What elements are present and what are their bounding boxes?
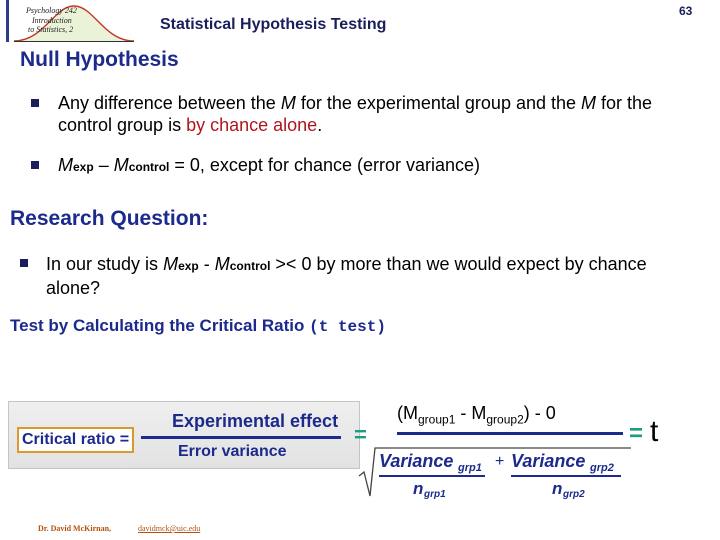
footer-author: Dr. David McKirnan, — [38, 524, 112, 533]
null-bullet-2: Mexp – Mcontrol = 0, except for chance (error variance) — [58, 155, 481, 175]
svg-text:grp1: grp1 — [424, 489, 446, 500]
logo-line-2: Introduction — [32, 16, 72, 25]
svg-text:+: + — [495, 453, 505, 470]
research-question-bullet: In our study is Mexp - Mcontrol >< 0 by more than we would expect by chance alone? — [46, 254, 647, 298]
critical-ratio-label: Critical ratio = — [17, 427, 134, 453]
logo-line-1: Psychology 242 — [26, 6, 77, 15]
emphasis-text: by chance alone — [186, 115, 318, 135]
svg-text:n: n — [552, 479, 563, 498]
svg-text:grp2: grp2 — [563, 489, 585, 500]
svg-text:n: n — [413, 479, 424, 498]
bullet-square-icon — [31, 99, 39, 107]
bullet-square-icon — [31, 161, 39, 169]
header-title: Statistical Hypothesis Testing — [160, 16, 387, 33]
null-bullet-1: Any difference between the M for the experimental group and the M for the control group is by chance alone. — [58, 93, 653, 135]
formula-denominator — [355, 440, 637, 502]
null-hypothesis-title: Null Hypothesis — [20, 48, 179, 71]
research-question-title: Research Question: — [10, 207, 209, 230]
equals-sign: = — [354, 422, 367, 447]
svg-text:grp2: grp2 — [590, 462, 614, 474]
critical-ratio-numerator: Experimental effect — [172, 411, 339, 431]
svg-text:Variance: Variance — [379, 451, 454, 471]
logo-line-3: to Statistics, 2 — [28, 25, 74, 34]
t-result: t — [650, 415, 659, 448]
formula-numerator: $(M_{group1} - M_{group2}) - 0$ — [397, 403, 556, 427]
fraction-bar — [141, 436, 341, 439]
critical-ratio-denominator: Error variance — [178, 443, 287, 460]
footer-email-link[interactable]: davidmck@uic.edu — [138, 524, 201, 533]
svg-text:Variance: Variance — [511, 451, 586, 471]
page-number: 63 — [679, 4, 693, 18]
svg-text:grp1: grp1 — [458, 462, 482, 474]
formula-fraction-bar — [397, 432, 623, 435]
critical-ratio-panel — [8, 401, 360, 469]
logo-bar — [6, 0, 9, 42]
equals-sign-2: = — [629, 420, 644, 447]
bullet-square-icon — [20, 259, 28, 267]
course-logo — [6, 0, 132, 44]
test-title: Test by Calculating the Critical Ratio (t test) — [10, 316, 386, 336]
